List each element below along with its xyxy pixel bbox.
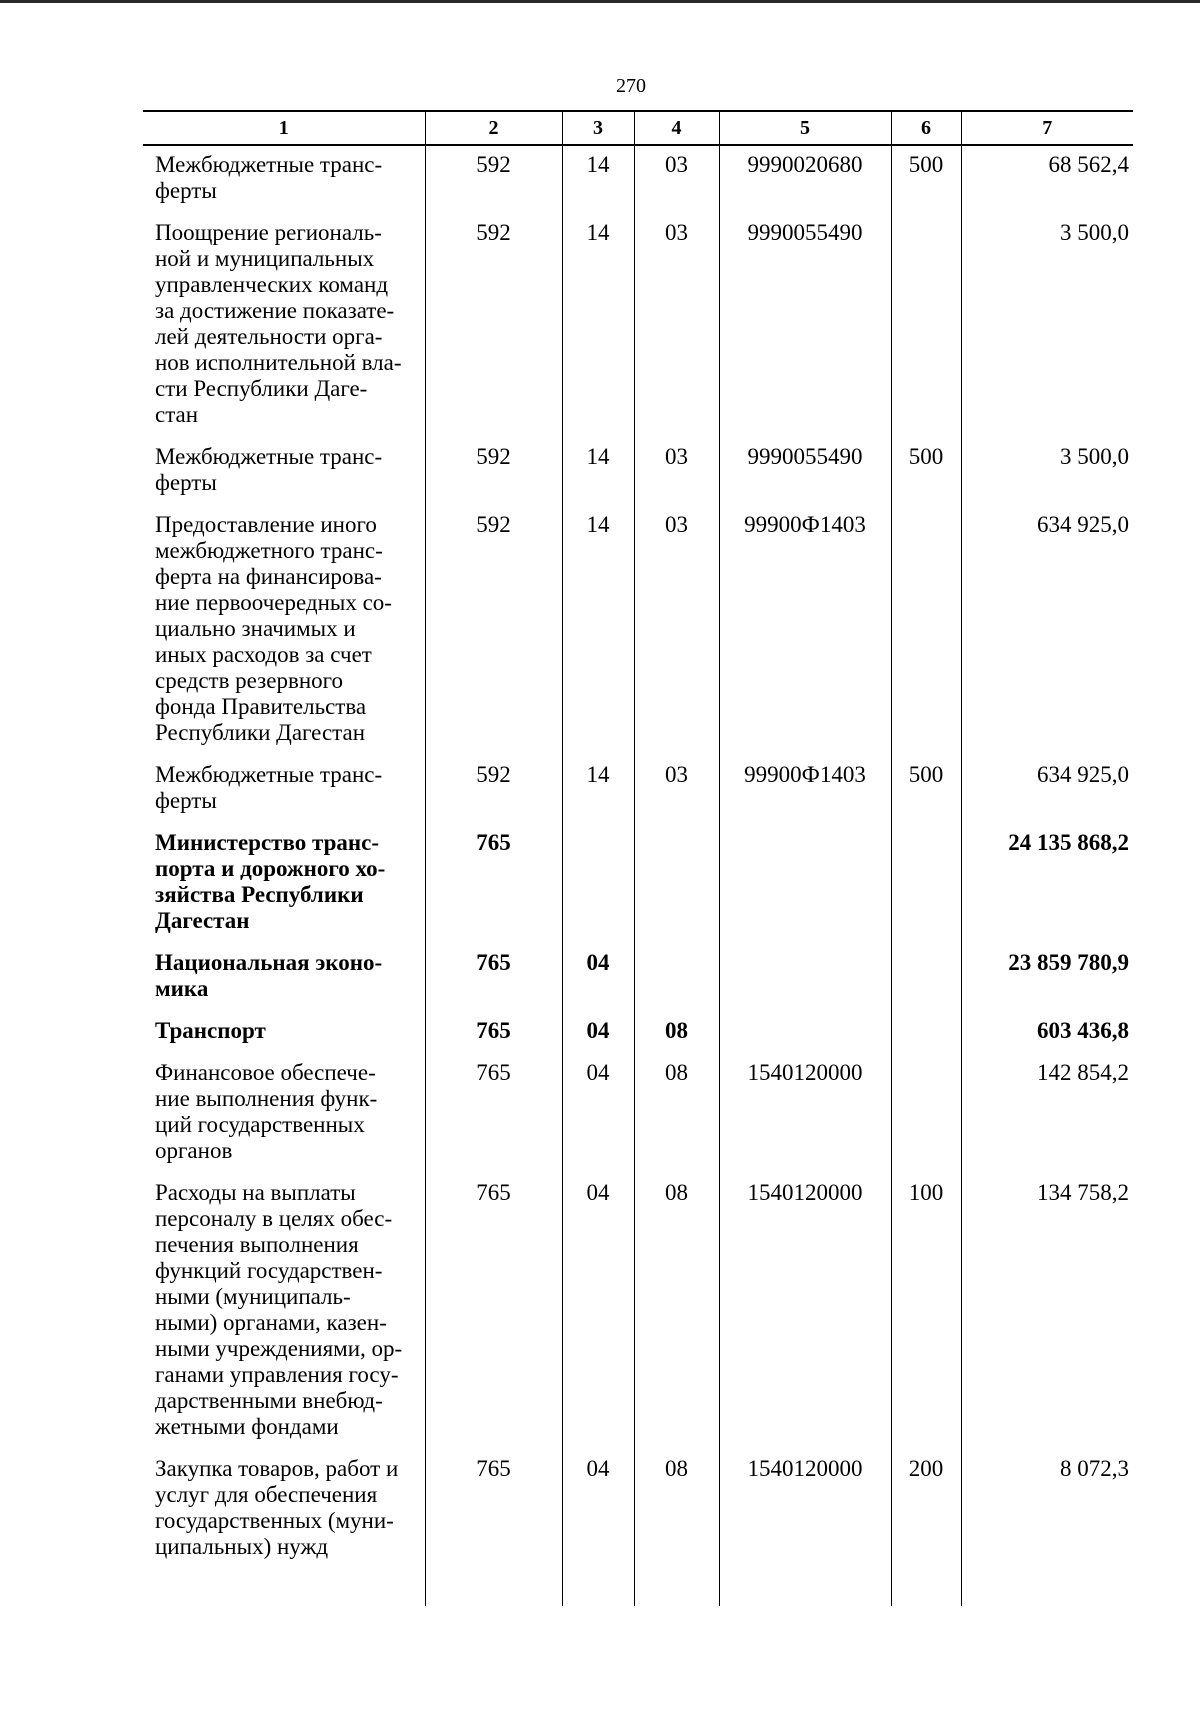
filler-cell	[562, 1570, 634, 1606]
header-row	[143, 111, 1133, 145]
description-line: функций государствен-	[155, 1258, 383, 1283]
column-header: 6	[891, 111, 961, 145]
cell-c5: 99900Ф1403	[719, 506, 891, 756]
cell-c2: 765	[425, 1054, 562, 1174]
cell-c3: 14	[562, 438, 634, 506]
description-line: порта и дорожного хо-	[155, 856, 386, 881]
row-description	[143, 1450, 425, 1570]
description-line: Республики Дагестан	[155, 720, 365, 745]
cell-c5: 9990055490	[719, 214, 891, 438]
row-description	[143, 756, 425, 824]
cell-c3: 04	[562, 1450, 634, 1570]
description-line: нов исполнительной вла-	[155, 350, 402, 375]
cell-c6: 500	[891, 756, 961, 824]
table-row	[143, 944, 1133, 1012]
table-row	[143, 1450, 1133, 1570]
table-filler-row	[143, 1570, 1133, 1606]
cell-c4: 08	[634, 1054, 719, 1174]
cell-c7: 634 925,0	[961, 756, 1133, 824]
cell-c3: 04	[562, 944, 634, 1012]
cell-c4: 03	[634, 438, 719, 506]
cell-c5: 1540120000	[719, 1174, 891, 1450]
cell-c7: 134 758,2	[961, 1174, 1133, 1450]
description-line: Предоставление иного	[155, 512, 377, 537]
description-line: фонда Правительства	[155, 694, 367, 719]
description-line: ферты	[155, 788, 217, 813]
description-line: средств резервного	[155, 668, 343, 693]
description-line: ными) органами, казен-	[155, 1310, 387, 1335]
cell-c2: 592	[425, 756, 562, 824]
cell-c2: 765	[425, 824, 562, 944]
cell-c7: 3 500,0	[961, 214, 1133, 438]
table-row	[143, 214, 1133, 438]
filler-cell	[961, 1570, 1133, 1606]
filler-cell	[891, 1570, 961, 1606]
table-row	[143, 1054, 1133, 1174]
description-line: Транспорт	[155, 1018, 266, 1043]
description-line: жетными фондами	[155, 1414, 339, 1439]
cell-c4: 03	[634, 506, 719, 756]
description-line: ферты	[155, 178, 217, 203]
cell-c4	[634, 824, 719, 944]
description-line: ными учреждениями, ор-	[155, 1336, 403, 1361]
cell-c6	[891, 1012, 961, 1054]
table-row	[143, 756, 1133, 824]
description-line: ние выполнения функ-	[155, 1086, 378, 1111]
table-row	[143, 506, 1133, 756]
description-line: мика	[155, 976, 209, 1001]
table-row	[143, 824, 1133, 944]
description-line: персоналу в целях обес-	[155, 1206, 393, 1231]
table-row	[143, 438, 1133, 506]
row-description	[143, 1054, 425, 1174]
description-line: лей деятельности орга-	[155, 324, 383, 349]
column-header: 1	[143, 111, 425, 145]
cell-c6: 100	[891, 1174, 961, 1450]
row-description	[143, 145, 425, 214]
row-description	[143, 1012, 425, 1054]
description-line: Национальная эконо-	[155, 950, 383, 975]
description-line: ципальных) нужд	[155, 1534, 329, 1559]
description-line: ферта на финансирова-	[155, 564, 382, 589]
description-line: Межбюджетные транс-	[155, 152, 383, 177]
cell-c7: 68 562,4	[961, 145, 1133, 214]
description-line: ными (муниципаль-	[155, 1284, 351, 1309]
cell-c2: 592	[425, 145, 562, 214]
description-line: органов	[155, 1138, 233, 1163]
description-line: ций государственных	[155, 1112, 365, 1137]
cell-c3: 04	[562, 1054, 634, 1174]
cell-c5: 9990055490	[719, 438, 891, 506]
cell-c6	[891, 944, 961, 1012]
description-line: Дагестан	[155, 908, 250, 933]
cell-c5	[719, 824, 891, 944]
description-line: Межбюджетные транс-	[155, 444, 383, 469]
cell-c3: 04	[562, 1174, 634, 1450]
cell-c7: 634 925,0	[961, 506, 1133, 756]
row-description	[143, 824, 425, 944]
cell-c6	[891, 214, 961, 438]
budget-table	[143, 110, 1133, 1606]
cell-c7: 603 436,8	[961, 1012, 1133, 1054]
description-line: печения выполнения	[155, 1232, 359, 1257]
cell-c7: 142 854,2	[961, 1054, 1133, 1174]
cell-c5: 9990020680	[719, 145, 891, 214]
description-line: Министерство транс-	[155, 830, 379, 855]
description-line: дарственными внебюд-	[155, 1388, 383, 1413]
filler-cell	[719, 1570, 891, 1606]
filler-cell	[425, 1570, 562, 1606]
row-description	[143, 438, 425, 506]
column-header: 3	[562, 111, 634, 145]
cell-c7: 23 859 780,9	[961, 944, 1133, 1012]
cell-c7: 3 500,0	[961, 438, 1133, 506]
page-number: 270	[616, 75, 646, 97]
filler-cell	[634, 1570, 719, 1606]
description-line: за достижение показате-	[155, 298, 395, 323]
description-line: Закупка товаров, работ и	[155, 1456, 399, 1481]
cell-c7: 8 072,3	[961, 1450, 1133, 1570]
cell-c6	[891, 1054, 961, 1174]
description-line: Межбюджетные транс-	[155, 762, 383, 787]
cell-c5: 1540120000	[719, 1054, 891, 1174]
description-line: Финансовое обеспече-	[155, 1060, 376, 1085]
table-row	[143, 145, 1133, 214]
cell-c3: 04	[562, 1012, 634, 1054]
description-line: иных расходов за счет	[155, 642, 372, 667]
cell-c2: 592	[425, 438, 562, 506]
cell-c4: 08	[634, 1174, 719, 1450]
cell-c5: 99900Ф1403	[719, 756, 891, 824]
description-line: ганами управления госу-	[155, 1362, 399, 1387]
description-line: ние первоочередных со-	[155, 590, 392, 615]
cell-c5	[719, 944, 891, 1012]
description-line: сти Республики Даге-	[155, 376, 368, 401]
cell-c4: 03	[634, 145, 719, 214]
row-description	[143, 214, 425, 438]
column-header: 5	[719, 111, 891, 145]
cell-c4: 03	[634, 214, 719, 438]
description-line: управленческих команд	[155, 272, 389, 297]
description-line: межбюджетного транс-	[155, 538, 383, 563]
cell-c7: 24 135 868,2	[961, 824, 1133, 944]
row-description	[143, 1174, 425, 1450]
cell-c4: 03	[634, 756, 719, 824]
row-description	[143, 944, 425, 1012]
table-row	[143, 1012, 1133, 1054]
column-header: 2	[425, 111, 562, 145]
cell-c3: 14	[562, 756, 634, 824]
description-line: Расходы на выплаты	[155, 1180, 356, 1205]
cell-c3: 14	[562, 145, 634, 214]
cell-c2: 765	[425, 1450, 562, 1570]
cell-c4: 08	[634, 1012, 719, 1054]
cell-c2: 765	[425, 1174, 562, 1450]
column-header: 7	[961, 111, 1133, 145]
cell-c2: 765	[425, 1012, 562, 1054]
table-body	[143, 145, 1133, 1606]
table-row	[143, 1174, 1133, 1450]
row-description	[143, 506, 425, 756]
cell-c2: 765	[425, 944, 562, 1012]
cell-c6: 500	[891, 145, 961, 214]
cell-c2: 592	[425, 214, 562, 438]
cell-c4: 08	[634, 1450, 719, 1570]
cell-c4	[634, 944, 719, 1012]
cell-c5: 1540120000	[719, 1450, 891, 1570]
cell-c5	[719, 1012, 891, 1054]
cell-c6: 500	[891, 438, 961, 506]
description-line: зяйства Республики	[155, 882, 364, 907]
cell-c2: 592	[425, 506, 562, 756]
description-line: циально значимых и	[155, 616, 356, 641]
cell-c3: 14	[562, 214, 634, 438]
cell-c6	[891, 506, 961, 756]
filler-cell	[143, 1570, 425, 1606]
cell-c3: 14	[562, 506, 634, 756]
description-line: Поощрение региональ-	[155, 220, 382, 245]
description-line: государственных (муни-	[155, 1508, 394, 1533]
description-line: стан	[155, 402, 199, 427]
description-line: ной и муниципальных	[155, 246, 375, 271]
column-header: 4	[634, 111, 719, 145]
description-line: услуг для обеспечения	[155, 1482, 378, 1507]
cell-c6	[891, 824, 961, 944]
description-line: ферты	[155, 470, 217, 495]
scan-top-edge	[0, 0, 1200, 3]
cell-c3	[562, 824, 634, 944]
cell-c6: 200	[891, 1450, 961, 1570]
